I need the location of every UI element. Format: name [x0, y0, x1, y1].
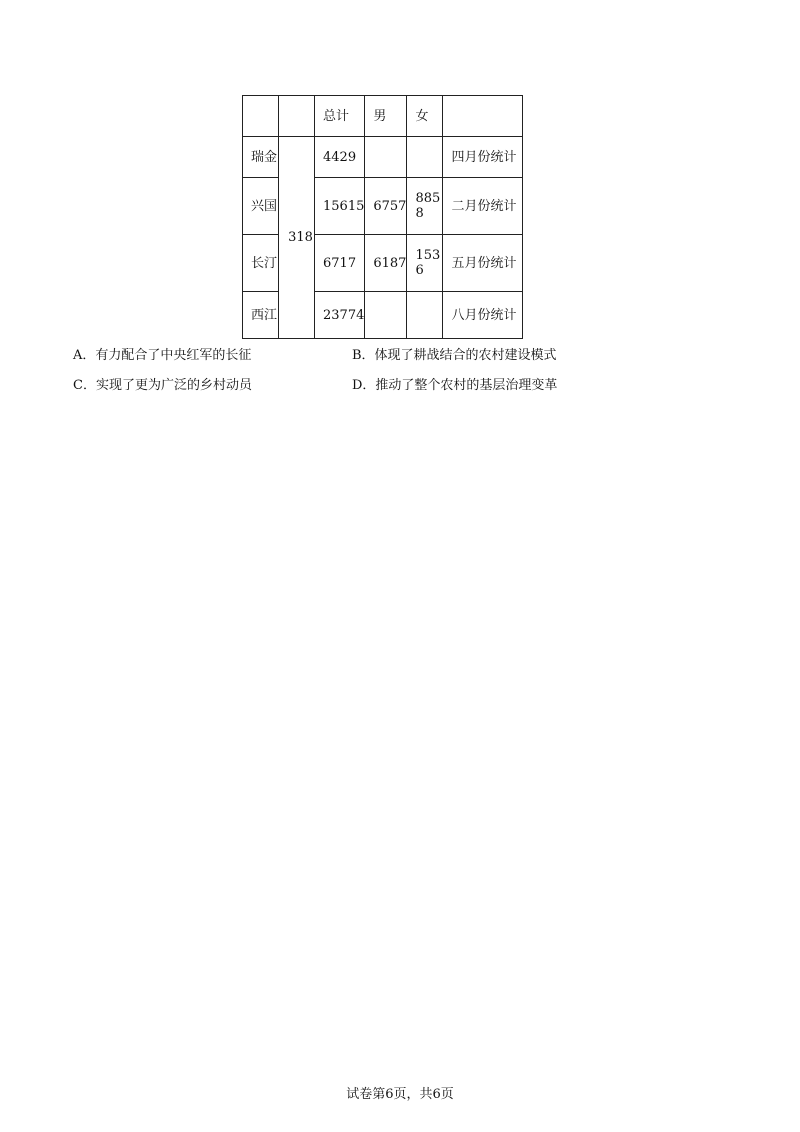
note-cell: 四月份统计 — [443, 137, 523, 178]
option-b[interactable]: B．体现了耕战结合的农村建设模式 — [352, 348, 557, 363]
total-cell: 4429 — [315, 137, 365, 178]
male-cell — [365, 292, 407, 339]
note-cell: 五月份统计 — [443, 235, 523, 292]
total-cell: 15615 — [315, 178, 365, 235]
note-cell: 二月份统计 — [443, 178, 523, 235]
statistics-table — [242, 95, 523, 339]
female-cell — [407, 137, 443, 178]
place-cell: 西江 — [243, 292, 279, 339]
option-d[interactable]: D．推动了整个农村的基层治理变革 — [352, 378, 558, 393]
header-female: 女 — [407, 96, 443, 137]
page-footer: 试卷第6页，共6页 — [346, 1087, 454, 1102]
header-cell — [243, 96, 279, 137]
header-cell — [443, 96, 523, 137]
note-cell: 八月份统计 — [443, 292, 523, 339]
table-header-row — [243, 96, 523, 137]
place-cell: 兴国 — [243, 178, 279, 235]
merged-value-cell: 318 — [279, 137, 315, 339]
option-c[interactable]: C．实现了更为广泛的乡村动员 — [73, 378, 252, 393]
place-cell: 瑞金 — [243, 137, 279, 178]
male-cell: 6187 — [365, 235, 407, 292]
total-cell: 23774 — [315, 292, 365, 339]
header-cell — [279, 96, 315, 137]
male-cell: 6757 — [365, 178, 407, 235]
female-cell — [407, 292, 443, 339]
table-row — [243, 137, 523, 178]
option-a[interactable]: A．有力配合了中央红军的长征 — [73, 348, 252, 363]
male-cell — [365, 137, 407, 178]
header-total: 总计 — [315, 96, 365, 137]
female-cell: 8858 — [407, 178, 443, 235]
header-male: 男 — [365, 96, 407, 137]
place-cell: 长汀 — [243, 235, 279, 292]
female-cell: 1536 — [407, 235, 443, 292]
total-cell: 6717 — [315, 235, 365, 292]
